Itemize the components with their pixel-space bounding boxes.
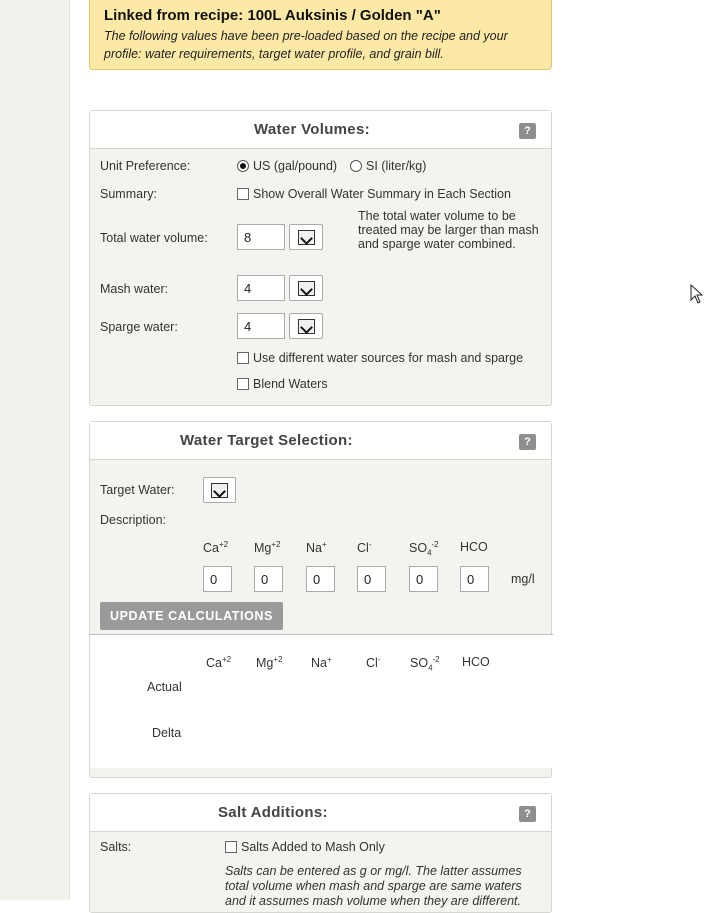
summary-option-label: Show Overall Water Summary in Each Section [253,187,511,201]
blend-waters-label: Blend Waters [253,377,328,391]
result-header-cl: Cl- [366,655,381,671]
water-target-panel [89,421,552,778]
na-input[interactable] [306,566,335,592]
radio-empty-icon [350,160,362,172]
summary-checkbox[interactable] [237,187,511,201]
salts-mash-only-label: Salts Added to Mash Only [241,840,385,854]
notice-title: Linked from recipe: 100L Auksinis / Golden "A" [104,7,441,24]
panel-title: Water Volumes: [254,121,370,138]
ion-header-cl: Cl- [357,540,372,556]
actual-row-label: Actual [147,680,182,694]
mash-water-label: Mash water: [100,282,169,296]
total-water-note: The total water volume to be treated may be larger than mash and sparge water combined. [358,209,539,251]
chevron-down-icon [298,319,315,334]
result-header-mg: $Mg^{+2}$ [256,655,283,671]
ion-header-hco: HCO [460,540,488,554]
sparge-water-unit-select[interactable] [289,313,323,339]
total-water-input[interactable] [237,224,285,250]
delta-row-label: Delta [152,726,182,740]
salts-label: Salts: [100,840,132,854]
result-header-na: Na+ [311,655,332,671]
result-header-ca: $Ca^{+2}$ [206,655,232,671]
salts-note: Salts can be entered as g or mg/l. The latter assumes total volume when mash and sparge are same waters and it assumes mash volume when they are different. [225,864,522,908]
unit-preference-label: Unit Preference: [100,159,191,173]
panel-header [90,794,551,832]
summary-label: Summary: [100,187,157,201]
radio-selected-icon [237,160,249,172]
help-button[interactable]: ? [519,434,536,450]
mash-water-input[interactable] [237,275,285,301]
different-sources-checkbox[interactable] [237,351,523,365]
ca-input[interactable] [203,566,232,592]
checkbox-icon [237,378,249,390]
ion-header-ca: $Ca^{+2}$ [203,540,229,556]
blend-waters-checkbox[interactable] [237,377,328,391]
checkbox-icon [225,841,237,853]
chevron-down-icon [211,483,228,498]
chevron-down-icon [298,281,315,296]
unit-us-label: US (gal/pound) [253,159,338,173]
update-calculations-button[interactable]: UPDATE CALCULATIONS [100,602,283,630]
salts-mash-only-checkbox[interactable] [225,840,385,854]
results-table [90,634,553,768]
panel-header [90,111,551,149]
sparge-water-label: Sparge water: [100,320,178,334]
result-header-so4: $SO_4^{-2}$ [410,655,440,673]
total-water-label: Total water volume: [100,231,208,245]
target-water-select[interactable] [203,477,236,503]
recipe-link-notice [89,0,552,70]
result-header-hco: HCO [462,655,490,669]
total-water-unit-select[interactable] [289,224,323,250]
checkbox-icon [237,352,249,364]
salt-additions-panel [89,793,552,913]
ion-header-na: Na+ [306,540,327,556]
concentration-unit: mg/l [511,572,535,586]
checkbox-icon [237,188,249,200]
help-button[interactable]: ? [519,806,536,822]
cl-input[interactable] [357,566,386,592]
water-volumes-panel [89,110,552,406]
description-label: Description: [100,513,166,527]
chevron-down-icon [298,230,315,245]
ion-header-mg: $Mg^{+2}$ [254,540,281,556]
help-button[interactable]: ? [519,123,536,139]
notice-body: The following values have been pre-loaded based on the recipe and your profile: water requirements, target water profile, and grain bill. [104,29,508,61]
hco-input[interactable] [460,566,489,592]
unit-si-radio[interactable] [350,159,426,173]
different-sources-label: Use different water sources for mash and sparge [253,351,524,365]
mouse-cursor-icon [690,284,704,304]
left-sidebar [0,0,70,900]
mg-input[interactable] [254,566,283,592]
unit-us-radio[interactable] [237,159,337,173]
so4-input[interactable] [409,566,438,592]
target-water-label: Target Water: [100,483,175,497]
ion-header-so4: $SO_4^{-2}$ [409,540,439,558]
sparge-water-input[interactable] [237,313,285,339]
panel-title: Salt Additions: [218,804,328,821]
unit-si-label: SI (liter/kg) [366,159,427,173]
panel-title: Water Target Selection: [180,432,353,449]
mash-water-unit-select[interactable] [289,275,323,301]
panel-header [90,422,551,460]
